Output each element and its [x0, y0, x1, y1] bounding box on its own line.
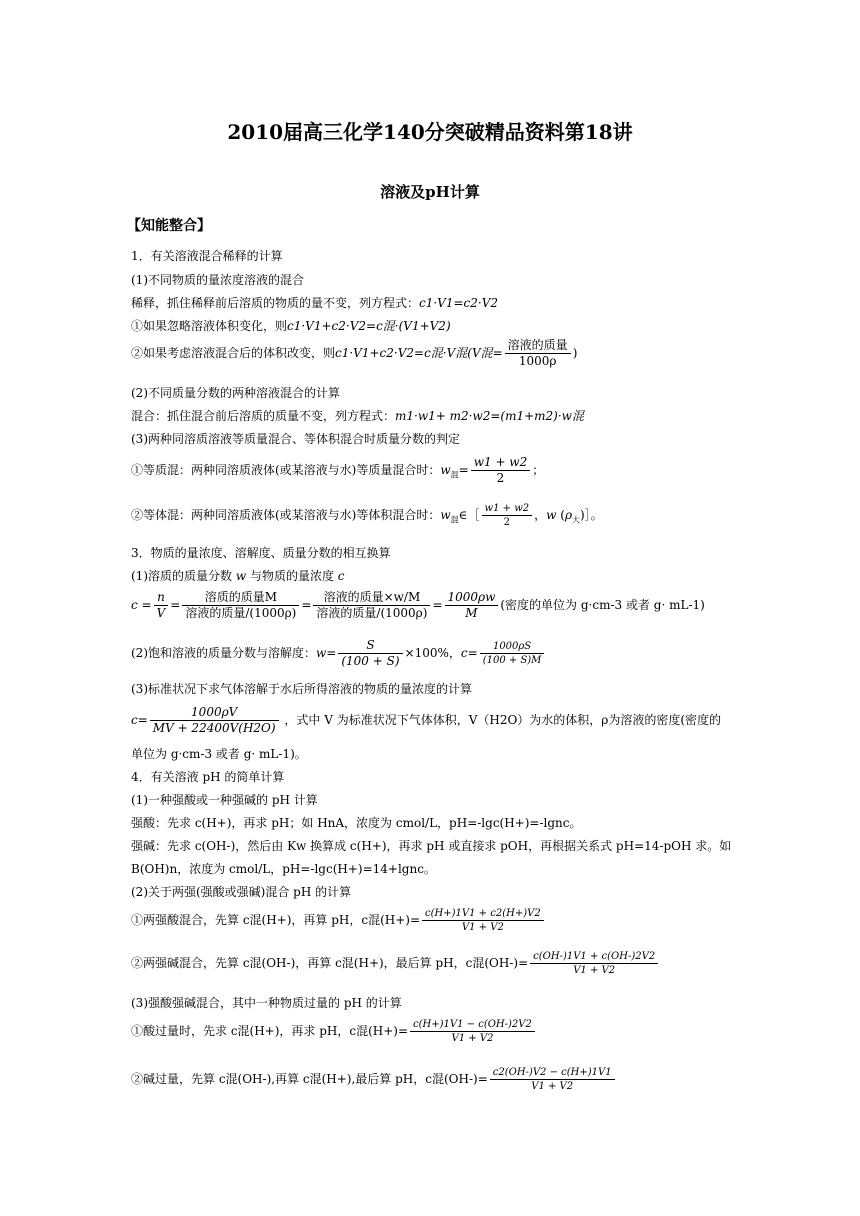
s4-p3-a-den: V1 + V2: [451, 1033, 494, 1044]
s1-p1-a-eq: c1·V1+c2·V2=c混·(V1+V2): [287, 319, 451, 333]
s3-p3-tail2: 单位为 g·cm-3 或者 g· mL-1)。: [131, 747, 307, 761]
s4-p3-b-text: ②碱过量，先算 c混(OH-),再算 c混(H+),最后算 pH，c混(OH-)=: [131, 1072, 488, 1086]
s4-p3-a: [131, 1018, 537, 1045]
s1-p3-b-fraction: [482, 502, 533, 529]
s3-f1-den2: 溶液的质量/(1000ρ): [185, 606, 297, 620]
s1-p3-b-text: ②等体混：两种同溶质液体(或某溶液与水)等体积混合时：: [131, 508, 441, 522]
s3-p2-frac1: [338, 638, 402, 669]
s3-p3-tail: ，式中 V 为标准状况下气体体积，V（H2O）为水的体积，ρ为溶液的密度(密度的: [284, 713, 722, 727]
s3-p3-num: 1000ρV: [150, 705, 279, 721]
s3-p2-frac2: [480, 640, 545, 667]
s1-p1: (1)不同物质的量浓度溶液的混合: [131, 273, 304, 287]
s1-p3-b: ②等体混：两种同溶质液体(或某溶液与水)等体积混合时：$w_混\in[$ $\frac{w1 + w2}{2}$ ，w $(\rho_大)]$。: [131, 503, 603, 528]
s1-p3-b-num: w1 + w2: [482, 502, 533, 516]
s1-p1-b-den: 1000ρ: [518, 354, 557, 368]
section-heading: 【知能整合】: [127, 218, 211, 234]
s4-p2-b: [131, 950, 660, 977]
s4-p2-a-text: ①两强酸混合，先算 c混(H+)，再算 pH，c混(H+)=: [131, 913, 421, 927]
s4-p2-a-den: V1 + V2: [461, 922, 504, 933]
s3-f1-den1: V: [156, 606, 166, 620]
s4-p2-a-num: c(H+)1V1 + c2(H+)V2: [422, 907, 544, 921]
s3-f1-frac2: [182, 590, 299, 621]
s3-p2-den2: (100 + S)M: [482, 655, 542, 666]
s3-f1-num4: 1000ρw: [445, 590, 499, 606]
s1-p3-a-fraction: [471, 455, 531, 486]
s4-p3: (3)强酸强碱混合，其中一种物质过量的 pH 的计算: [131, 996, 402, 1010]
s4-p3-b-den: V1 + V2: [531, 1081, 574, 1092]
s3-p2: (2)饱和溶液的质量分数与溶解度：w= $\frac{S}{(100 + S)}$ ×100%，c= $\frac{1000\rho S}{(100 + S)M}$: [131, 638, 546, 669]
s4-title: 4．有关溶液 pH 的简单计算: [131, 770, 285, 784]
s1-title: 1．有关溶液混合稀释的计算: [131, 249, 283, 263]
s3-p1-mid: 与物质的量浓度: [249, 569, 334, 583]
s3-p2-den1: (100 + S): [341, 654, 400, 668]
s3-p2-mid: ×100%，: [404, 646, 461, 660]
s3-f1-note: (密度的单位为 g·cm-3 或者 g· mL-1): [500, 598, 705, 612]
s4-p2-b-den: V1 + V2: [573, 965, 616, 976]
s3-f1-frac3: [313, 590, 430, 621]
s1-p3-a-den: 2: [496, 471, 505, 485]
s1-p2-rule-eq: m1·w1+ m2·w2=(m1+m2)·w混: [395, 409, 584, 423]
s3-p1: (1)溶质的质量分数 w 与物质的量浓度 c: [131, 569, 345, 583]
s1-p1-b-num: 溶液的质量: [505, 338, 571, 354]
s1-p1-b-eq: c1·V1+c2·V2=c混·V混(V混=: [335, 346, 503, 360]
s1-p1-a: [131, 318, 451, 334]
s3-f1-frac1: [154, 590, 169, 621]
s4-acid: 强酸：先求 c(H+)，再求 pH；如 HnA，浓度为 cmol/L，pH=-lgc(H+)=-lgnc。: [131, 816, 582, 830]
s4-p3-b-num: c2(OH-)V2 − c(H+)1V1: [490, 1066, 615, 1080]
s3-p2-text: (2)饱和溶液的质量分数与溶解度：: [131, 646, 316, 660]
s1-p2-rule: [131, 408, 584, 424]
s3-p3-formula: c= $\frac{1000\rho V}{MV + 22400V(H2O)}$ ，式中 V 为标准状况下气体体积，V（H2O）为水的体积，ρ为溶液的密度(密度的: [131, 705, 722, 735]
s1-p2: (2)不同质量分数的两种溶液混合的计算: [131, 386, 340, 400]
page-title: 2010届高三化学140分突破精品资料第18讲: [227, 120, 633, 144]
s4-p2-a-fraction: [422, 907, 544, 934]
s4-p3-b: [131, 1066, 617, 1093]
s1-p1-rule: [131, 295, 498, 311]
s4-p3-a-text: ①酸过量时，先求 c混(H+)，再求 pH，c混(H+)=: [131, 1024, 409, 1038]
s1-p3-b-den: 2: [503, 517, 511, 528]
page-subtitle: 溶液及pH计算: [380, 183, 480, 201]
s1-p1-a-text: ①如果忽略溶液体积变化，则: [131, 319, 288, 333]
s4-p2-b-text: ②两强碱混合，先算 c混(OH-)，再算 c混(H+)，最后算 pH，c混(OH-)=: [131, 956, 529, 970]
s3-p3-fraction: [150, 705, 279, 736]
s4-p2-a: [131, 907, 546, 934]
s3-formula-1: c = $\frac{n}{V}$ = $\frac{\text{溶质的质量M}}{\text{溶液的质量/(1000ρ)}}$ = $\frac{\text{溶液的质量×w/M}}{\text{溶液的质量/(1000ρ)}}$ = $\frac{1000\rho w}{M}$ (密度的单位为 g·cm-3 或者 g· mL-1): [131, 590, 705, 620]
s4-p2: (2)关于两强(强酸或强碱)混合 pH 的计算: [131, 885, 352, 899]
s1-p3: (3)两种同溶质溶液等质量混合、等体积混合时质量分数的判定: [131, 432, 461, 446]
s3-f1-frac4: [445, 590, 499, 621]
s3-title: 3．物质的量浓度、溶解度、质量分数的相互换算: [131, 546, 391, 560]
s3-f1-den4: M: [465, 606, 478, 620]
s3-f1-num1: n: [154, 590, 169, 606]
s3-p2-num1: S: [338, 638, 402, 654]
s4-p2-b-num: c(OH-)1V1 + c(OH-)2V2: [530, 950, 658, 964]
s3-f1-num2: 溶质的质量M: [182, 590, 299, 606]
s1-p1-rule-eq: c1·V1=c2·V2: [419, 296, 499, 310]
s3-p3: (3)标准状况下求气体溶解于水后所得溶液的物质的量浓度的计算: [131, 682, 473, 696]
s3-p2-num2: 1000ρS: [480, 640, 545, 654]
s4-p2-b-fraction: [530, 950, 658, 977]
s1-p1-b-text: ②如果考虑溶液混合后的体积改变，则: [131, 346, 336, 360]
s4-p3-a-fraction: [410, 1018, 535, 1045]
s4-p3-b-fraction: [490, 1066, 615, 1093]
s3-f1-num3: 溶液的质量×w/M: [313, 590, 430, 606]
s1-p3-a: ①等质混：两种同溶质液体(或某溶液与水)等质量混合时：$w_混=$ $\frac{w1 + w2}{2}$ ；: [131, 455, 545, 485]
s3-p1-text: (1)溶质的质量分数: [131, 569, 232, 583]
s3-f1-den3: 溶液的质量/(1000ρ): [316, 606, 428, 620]
s4-base: 强碱：先求 c(OH-)，然后由 Kw 换算成 c(H+)，再求 pH 或直接求 pOH，再根据关系式 pH=14-pOH 求。如: [131, 839, 732, 853]
s4-p1: (1)一种强酸或一种强碱的 pH 计算: [131, 793, 318, 807]
s1-p1-b-fraction: [505, 338, 571, 369]
s1-p2-rule-text: 混合：抓住混合前后溶质的质量不变，列方程式：: [131, 409, 396, 423]
s4-p3-a-num: c(H+)1V1 − c(OH-)2V2: [410, 1018, 535, 1032]
s1-p1-b: ②如果考虑溶液混合后的体积改变，则c1·V1+c2·V2=c混·V混(V混= $\frac{\text{溶液的质量}}{1000\rho}$ ): [131, 338, 578, 368]
s1-p3-a-num: w1 + w2: [471, 455, 531, 471]
s1-p1-rule-text: 稀释，抓住稀释前后溶质的物质的量不变，列方程式：: [131, 296, 420, 310]
s1-p3-a-text: ①等质混：两种同溶质液体(或某溶液与水)等质量混合时：: [131, 463, 441, 477]
s4-base2: B(OH)n，浓度为 cmol/L，pH=-lgc(H+)=14+lgnc。: [131, 862, 436, 876]
s3-p3-den: MV + 22400V(H2O): [152, 721, 276, 735]
